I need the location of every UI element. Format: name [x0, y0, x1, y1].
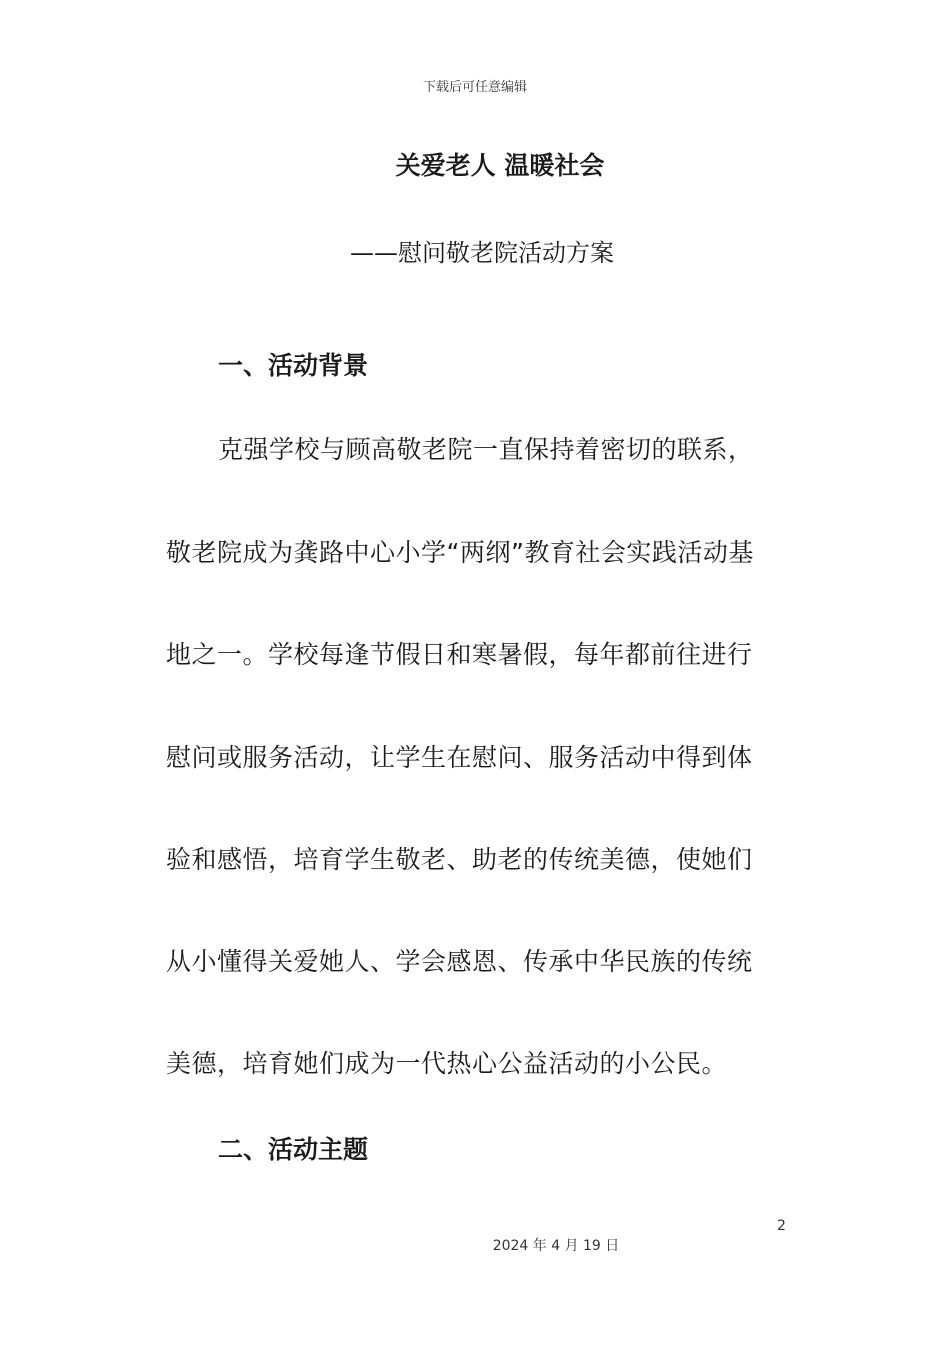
footer-date: 2024 年 4 月 19 日: [492, 1238, 620, 1254]
paragraph-line: 慰问或服务活动，让学生在慰问、服务活动中得到体: [166, 743, 753, 772]
header-note: 下载后可任意编辑: [422, 80, 527, 95]
section-heading: 二、活动主题: [218, 1135, 369, 1164]
document-subtitle: ——慰问敬老院活动方案: [350, 239, 614, 267]
paragraph-line: 地之一。学校每逢节假日和寒暑假，每年都前往进行: [166, 640, 753, 669]
paragraph-line: 验和感悟，培育学生敬老、助老的传统美德，使她们: [166, 845, 753, 874]
paragraph-line: 从小懂得关爱她人、学会感恩、传承中华民族的传统: [166, 947, 753, 976]
paragraph-line: 美德，培育她们成为一代热心公益活动的小公民。: [166, 1049, 728, 1078]
page-number: 2: [777, 1218, 786, 1234]
paragraph-line: 克强学校与顾高敬老院一直保持着密切的联系，: [218, 435, 754, 464]
paragraph-line: 敬老院成为龚路中心小学“两纲”教育社会实践活动基: [166, 538, 754, 567]
section-heading: 一、活动背景: [218, 351, 369, 380]
document-title: 关爱老人 温暖社会: [395, 151, 605, 180]
